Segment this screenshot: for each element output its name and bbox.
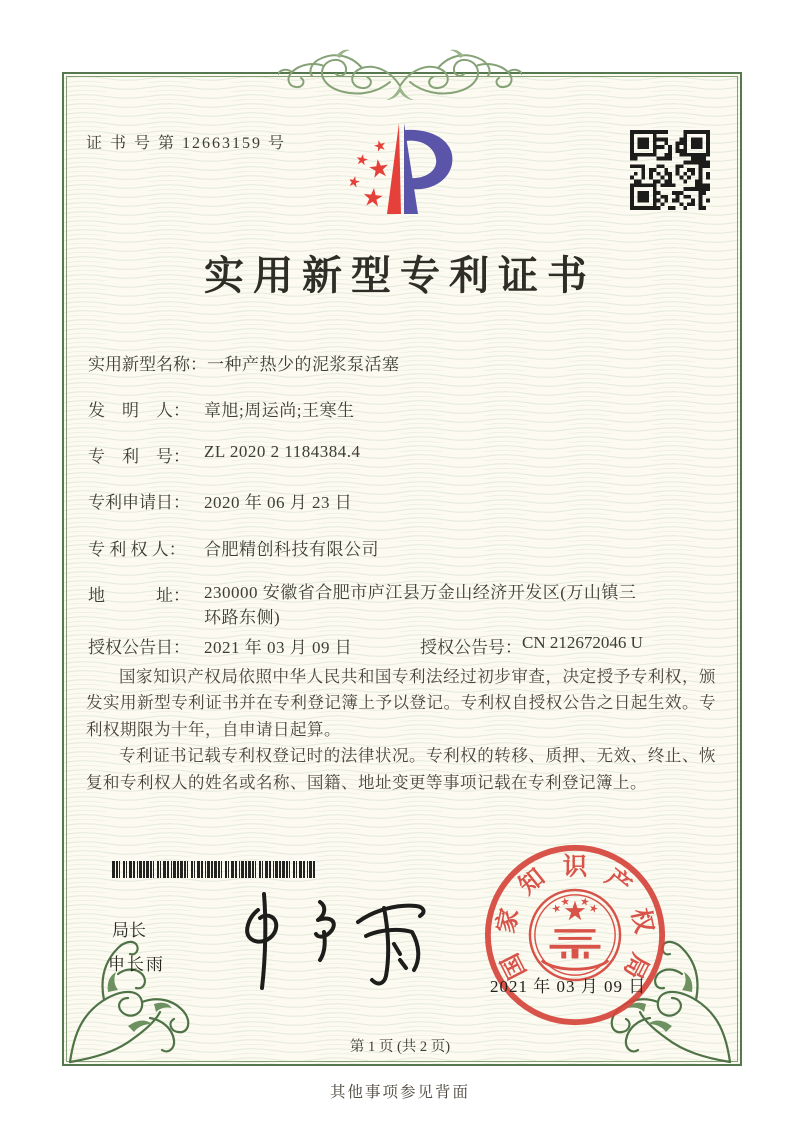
field-pair-grant-no [420,633,643,658]
svg-text:国: 国 [496,948,532,983]
svg-text:局: 局 [618,948,654,983]
field-row-filing-date [88,488,728,513]
legal-text-block [86,664,716,796]
svg-text:权: 权 [625,906,658,936]
svg-text:产: 产 [599,863,636,901]
field-value: ZL 2020 2 1184384.4 [204,442,361,461]
field-value: 2020 年 06 月 23 日 [204,493,353,512]
field-label: 专 利 号： [88,447,190,466]
cnipa-logo-icon [350,118,460,220]
field-value: CN 212672046 U [522,633,643,652]
field-value: 230000 安徽省合肥市庐江县万金山经济开发区(万山镇三环路东侧) [204,583,637,627]
field-row-inventors [88,396,728,421]
top-scroll-ornament [278,42,522,104]
qr-code [630,130,710,210]
back-side-note: 其他事项参见背面 [329,1084,470,1101]
field-label: 专 利 权 人： [88,540,186,559]
seal-date: 2021 年 03 月 09 日 [490,977,647,996]
field-label: 发 明 人： [88,401,190,420]
certificate-title: 实用新型专利证书 [204,253,596,298]
legal-paragraph-1: 国家知识产权局依照中华人民共和国专利法经过初步审查，决定授予专利权，颁发实用新型专利证书并在专利登记簿上予以登记。专利权自授权公告之日起生效。专利权期限为十年，自申请日起算。 [86,667,716,739]
director-title: 局长 [112,921,146,940]
field-value: 一种产热少的泥浆泵活塞 [207,355,400,374]
field-value: 2021 年 03 月 09 日 [204,638,353,657]
field-value: 章旭;周运尚;王寒生 [204,401,355,420]
red-official-seal [482,842,668,1028]
field-row-patentee [88,535,728,560]
certificate-number: 证 书 号 第 12663159 号 [86,135,287,152]
field-row-address [88,581,728,630]
svg-text:知: 知 [514,863,551,901]
field-row-name [88,350,728,375]
field-row-patent-no [88,442,728,467]
field-label: 实用新型名称： [88,355,207,374]
legal-paragraph-2: 专利证书记载专利权登记时的法律状况。专利权的转移、质押、无效、终止、恢复和专利权人的姓名或名称、国籍、地址变更等事项记载在专利登记簿上。 [86,746,716,792]
field-label: 地 址： [88,586,190,605]
field-row-grant [88,633,728,658]
field-label: 授权公告日： [88,638,190,657]
director-name: 申长雨 [108,955,165,974]
field-value: 合肥精创科技有限公司 [204,540,379,559]
page-number: 第 1 页 (共 2 页) [349,1039,451,1055]
field-label: 专利申请日： [88,493,190,512]
svg-text:家: 家 [492,906,525,936]
handwritten-signature [228,888,438,998]
barcode [110,861,316,878]
svg-text:识: 识 [562,853,588,881]
field-label: 授权公告号： [420,638,522,657]
